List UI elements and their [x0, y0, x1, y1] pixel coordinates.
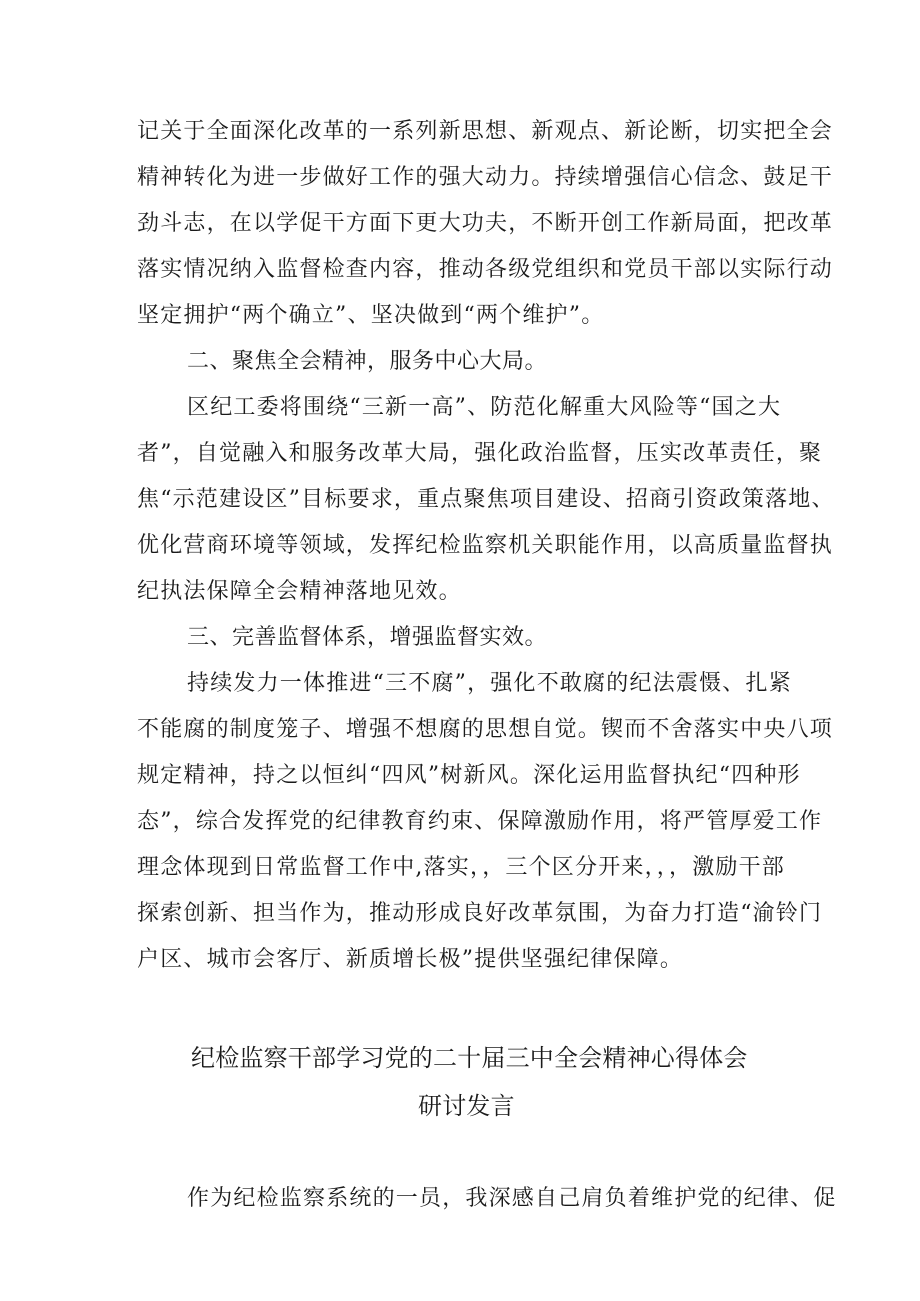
article-title-line-1: 纪检监察干部学习党的二十届三中全会精神心得体会	[191, 1044, 748, 1072]
paragraph-2-line-2: 者”，自觉融入和服务改革大局，强化政治监督，压实改革责任，聚	[137, 441, 823, 466]
paragraph-3-line-3: 规定精神，持之以恒纠“四风”树新风。深化运用监督执纪“四种形	[137, 763, 801, 788]
paragraph-2-line-5: 纪执法保障全会精神落地见效。	[137, 579, 462, 604]
paragraph-1-line-5: 坚定拥护“两个确立”、坚决做到“两个维护”。	[137, 303, 605, 328]
paragraph-1-line-1: 记关于全面深化改革的一系列新思想、新观点、新论断，切实把全会	[137, 119, 834, 144]
intro-paragraph-line-1: 作为纪检监察系统的一员，我深感自己肩负着维护党的纪律、促	[187, 1186, 837, 1211]
article-title-line-2: 研讨发言	[418, 1092, 515, 1120]
paragraph-2-line-4: 优化营商环境等领域，发挥纪检监察机关职能作用，以高质量监督执	[137, 533, 834, 558]
paragraph-2-line-3: 焦“示范建设区”目标要求，重点聚焦项目建设、招商引资政策落地、	[137, 487, 835, 512]
paragraph-3-line-7: 户区、城市会客厅、新质增长极”提供坚强纪律保障。	[137, 947, 684, 972]
paragraph-1-line-2: 精神转化为进一步做好工作的强大动力。持续增强信心信念、鼓足干	[137, 165, 834, 190]
paragraph-1-line-3: 劲斗志，在以学促干方面下更大功夫，不断开创工作新局面，把改革	[137, 211, 834, 236]
paragraph-1-line-4: 落实情况纳入监督检查内容，推动各级党组织和党员干部以实际行动	[137, 257, 834, 282]
paragraph-2-line-1: 区纪工委将围绕“三新一高”、防范化解重大风险等“国之大	[187, 395, 782, 420]
section-heading-2: 二、聚焦全会精神，服务中心大局。	[187, 349, 548, 374]
paragraph-3-line-2: 不能腐的制度笼子、增强不想腐的思想自觉。锲而不舍落实中央八项	[137, 717, 834, 742]
paragraph-3-line-5: 理念体现到日常监督工作中,落实，，三个区分开来，，，激励干部	[137, 855, 785, 880]
paragraph-3-line-6: 探索创新、担当作为，推动形成良好改革氛围，为奋力打造“渝铃门	[137, 901, 823, 926]
paragraph-3-line-1: 持续发力一体推进“三不腐”，强化不敢腐的纪法震慑、扎紧	[187, 671, 792, 696]
paragraph-3-line-4: 态”，综合发挥党的纪律教育约束、保障激励作用，将严管厚爱工作	[137, 809, 823, 834]
section-heading-3: 三、完善监督体系，增强监督实效。	[187, 625, 548, 650]
